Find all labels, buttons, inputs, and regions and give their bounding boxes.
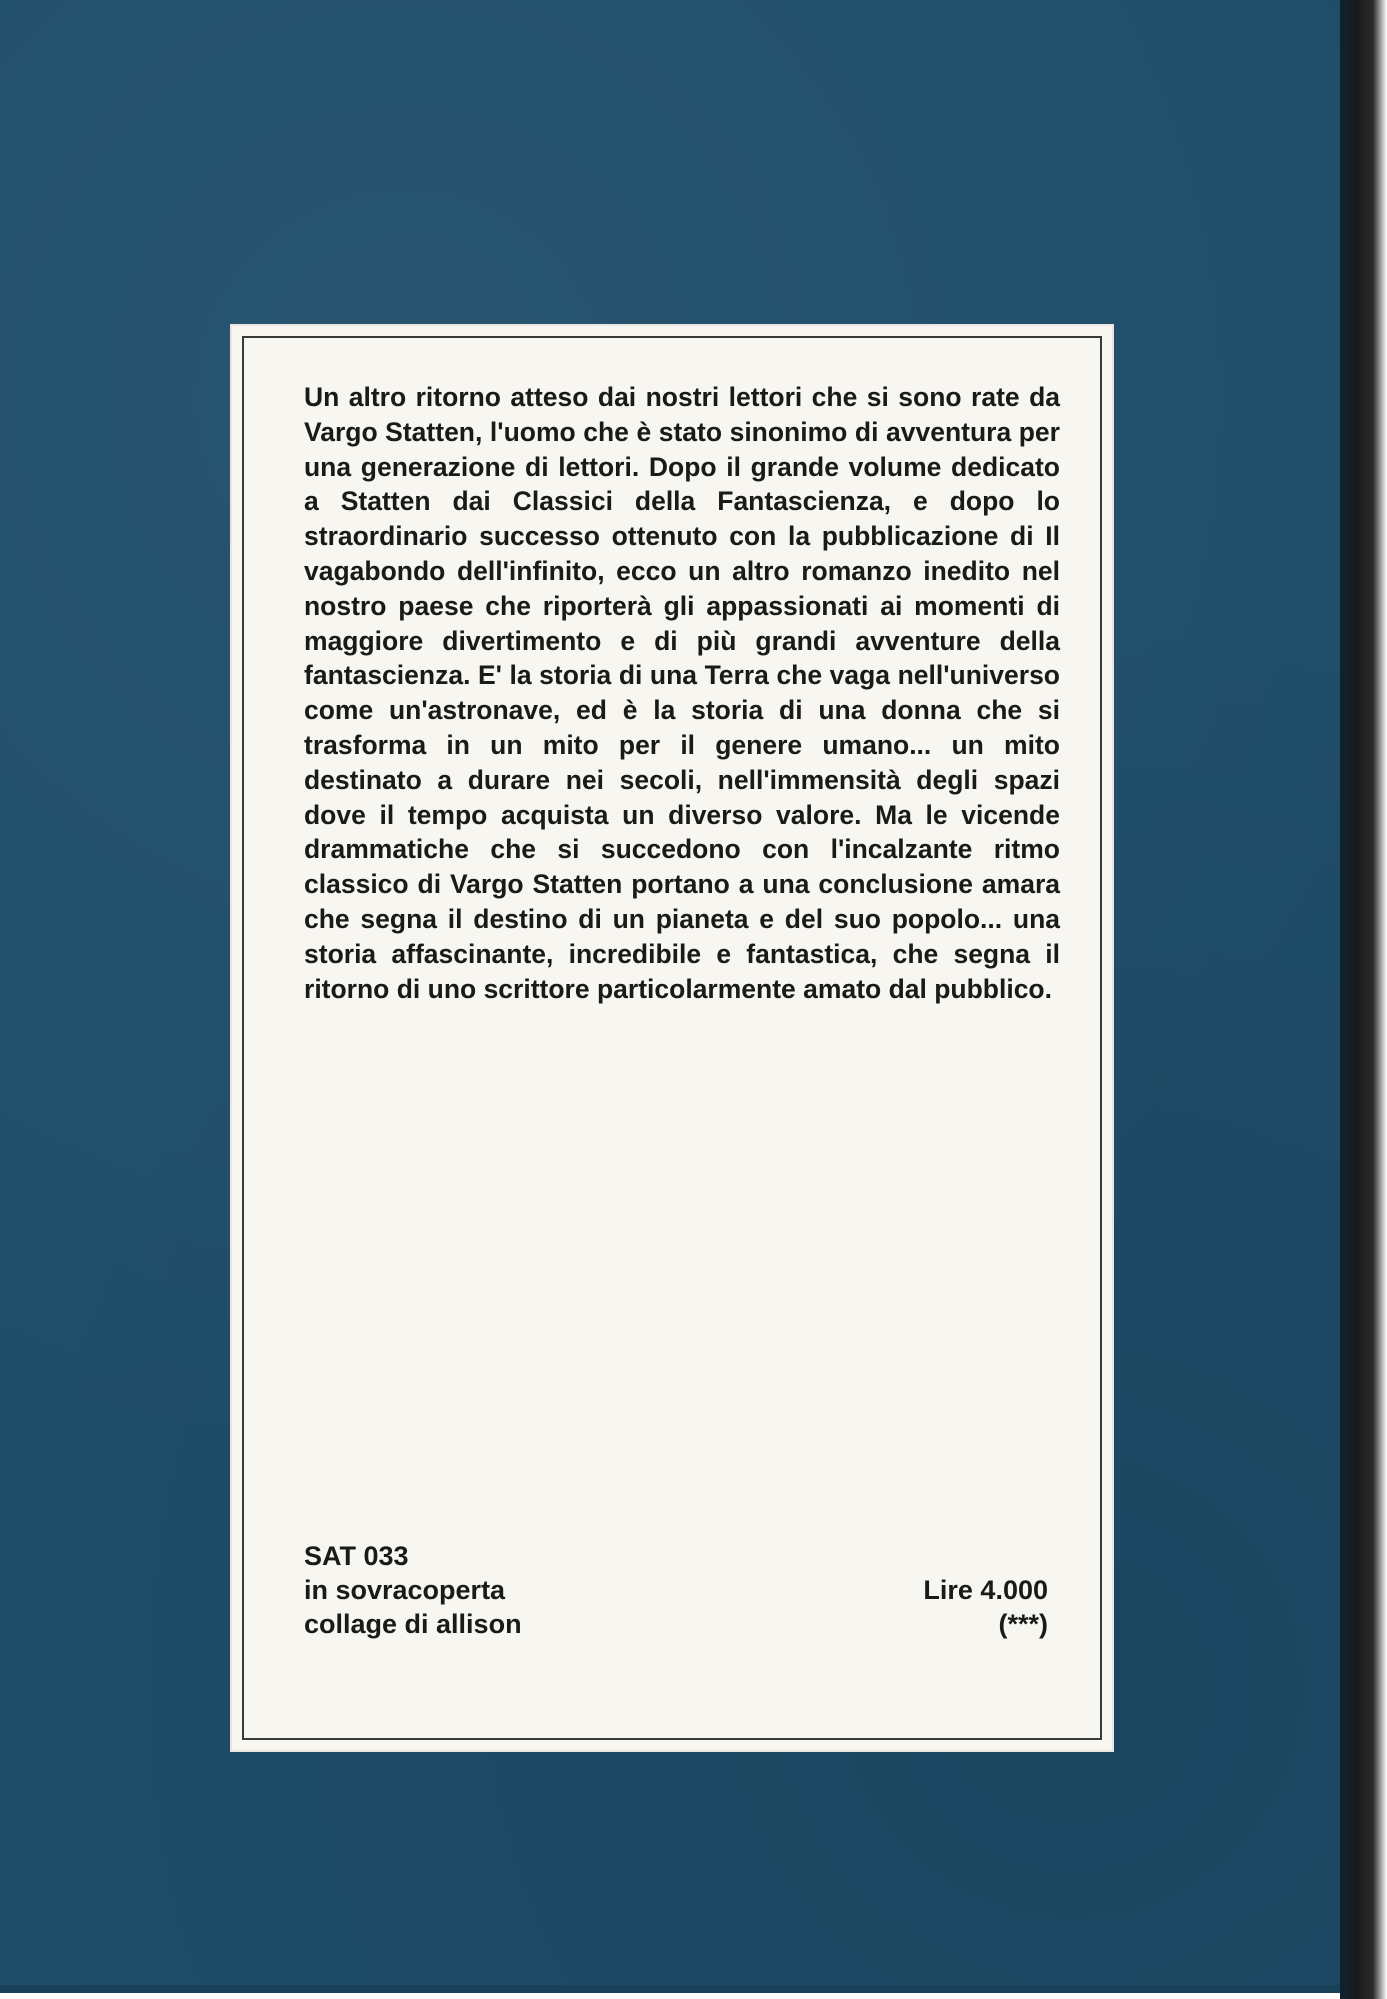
- book-spine-edge: [1340, 0, 1387, 1999]
- rating: (***): [998, 1609, 1048, 1639]
- publication-info: [304, 1539, 522, 1641]
- price: Lire 4.000: [923, 1575, 1048, 1605]
- cover-bottom-edge: [0, 1985, 1340, 1993]
- back-cover-label: [232, 326, 1112, 1750]
- blurb-text: Un altro ritorno atteso dai nostri lettori che si sono rate da Vargo Statten, l'uomo che è stato sinonimo di avventura per una generazione di lettori. Dopo il grande volume dedicato a Statten dai Classici della Fantascienza, e dopo lo straordinario successo ottenuto con la pubblicazione di Il vagabondo dell'infinito, ecco un altro romanzo inedito nel nostro paese che riporterà gli appassionati ai momenti di maggiore divertimento e di più grandi avventure della fantascienza. E' la storia di una Terra che vaga nell'universo come un'astronave, ed è la storia di una donna che si trasforma in un mito per il genere umano... un mito destinato a durare nei secoli, nell'immensità degli spazi dove il tempo acquista un diverso valore. Ma le vicende drammatiche che si succedono con l'incalzante ritmo classico di Vargo Statten portano a una conclusione amara che segna il destino di un pianeta e del suo popolo... una storia affascinante, incredibile e fantastica, che segna il ritorno di uno scrittore particolarmente amato dal pubblico.: [304, 382, 1060, 1004]
- cover-credit: collage di allison: [304, 1609, 522, 1639]
- series-code: SAT 033: [304, 1541, 409, 1571]
- binding-info: in sovracoperta: [304, 1575, 506, 1605]
- price-info: [923, 1573, 1048, 1641]
